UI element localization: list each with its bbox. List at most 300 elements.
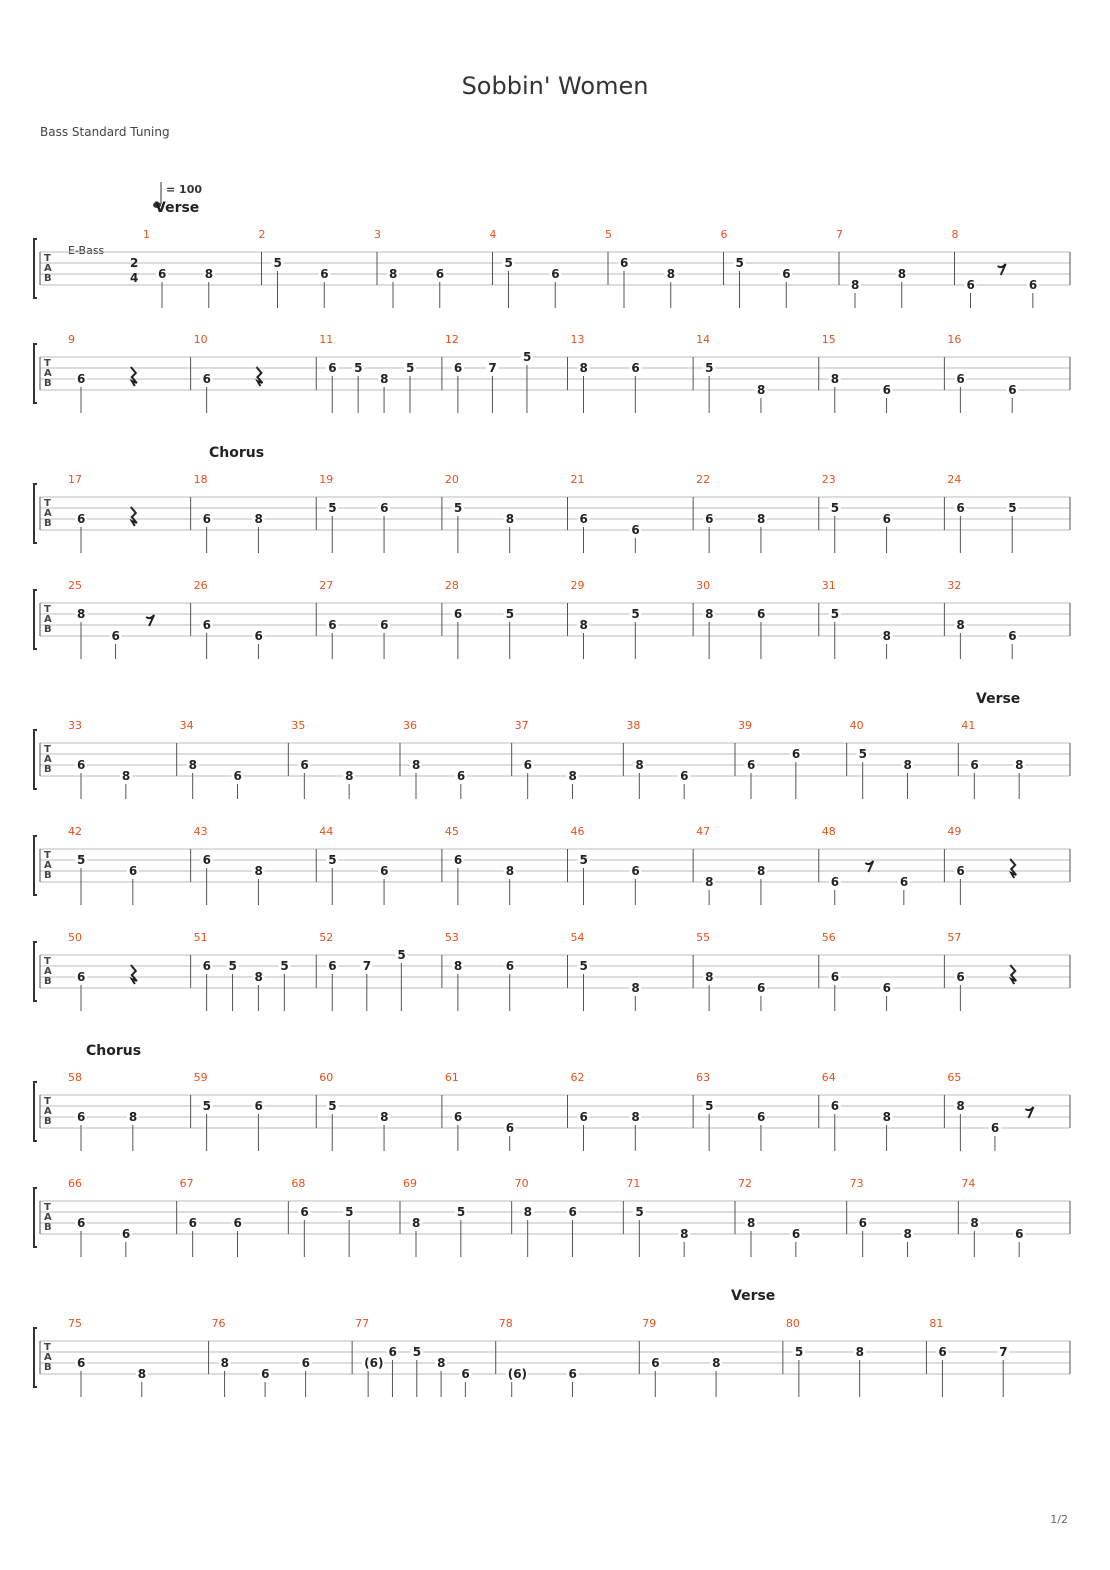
measure-number: 23 bbox=[821, 473, 836, 486]
measure-number: 24 bbox=[947, 473, 962, 486]
section-label: Verse bbox=[731, 1288, 776, 1304]
fret-number: 6 bbox=[505, 959, 515, 973]
section-label: Verse bbox=[155, 200, 200, 216]
tab-clef-letter: T bbox=[44, 1202, 51, 1213]
tab-clef-letter: T bbox=[44, 956, 51, 967]
fret-number: 8 bbox=[903, 758, 912, 772]
song-title: Sobbin' Women bbox=[461, 72, 649, 100]
tab-clef-letter: A bbox=[44, 966, 52, 977]
tab-clef-letter: B bbox=[44, 1222, 52, 1233]
fret-number: 5 bbox=[328, 1099, 337, 1113]
fret-number: 5 bbox=[202, 1099, 211, 1113]
measure-number: 33 bbox=[68, 719, 82, 732]
measure-number: 6 bbox=[720, 228, 728, 241]
system-bracket bbox=[34, 484, 37, 543]
eighth-rest bbox=[146, 615, 154, 626]
measure-number: 52 bbox=[319, 931, 334, 944]
fret-number: 6 bbox=[705, 512, 714, 526]
tuning-label: Bass Standard Tuning bbox=[40, 125, 170, 139]
fret-number: 6 bbox=[1008, 383, 1017, 397]
system-bracket bbox=[34, 590, 37, 649]
instrument-name: E-Bass bbox=[68, 244, 105, 257]
fret-number: 5 bbox=[705, 361, 714, 375]
fret-number: 8 bbox=[830, 372, 840, 386]
fret-number: 5 bbox=[830, 607, 840, 621]
measure-number: 18 bbox=[193, 473, 208, 486]
fret-number: 5 bbox=[579, 853, 588, 867]
fret-number: 8 bbox=[631, 981, 640, 995]
fret-number: 6 bbox=[1015, 1227, 1024, 1241]
measure-number: 45 bbox=[444, 825, 459, 838]
fret-number: 6 bbox=[328, 361, 337, 375]
tab-clef-letter: A bbox=[44, 368, 52, 379]
fret-number: 5 bbox=[705, 1099, 714, 1113]
measure-number: 38 bbox=[626, 719, 641, 732]
fret-number: 6 bbox=[651, 1356, 660, 1370]
fret-number: 6 bbox=[300, 758, 309, 772]
fret-number: 8 bbox=[882, 1110, 891, 1124]
measure-number: 72 bbox=[738, 1177, 752, 1190]
fret-number: 8 bbox=[389, 267, 398, 281]
measure-number: 63 bbox=[696, 1071, 711, 1084]
measure-number: 75 bbox=[68, 1317, 82, 1330]
fret-number: 8 bbox=[579, 618, 588, 632]
fret-number: 6 bbox=[620, 256, 629, 270]
fret-number: 6 bbox=[461, 1367, 470, 1381]
fret-number: 5 bbox=[328, 853, 337, 867]
measure-number: 51 bbox=[193, 931, 208, 944]
fret-number: 6 bbox=[233, 769, 242, 783]
fret-number: 5 bbox=[412, 1345, 422, 1359]
measure-number: 65 bbox=[947, 1071, 962, 1084]
measure-number: 25 bbox=[68, 579, 82, 592]
fret-number: 5 bbox=[505, 607, 515, 621]
measure-number: 12 bbox=[444, 333, 459, 346]
system-bracket bbox=[34, 730, 37, 789]
fret-number: 8 bbox=[970, 1216, 979, 1230]
fret-number: 6 bbox=[830, 970, 840, 984]
system-bracket bbox=[34, 1188, 37, 1247]
fret-number: 8 bbox=[254, 970, 263, 984]
tab-clef-letter: T bbox=[44, 358, 51, 369]
fret-number: 6 bbox=[1008, 629, 1017, 643]
tab-clef-letter: B bbox=[44, 764, 52, 775]
fret-number: 8 bbox=[631, 1110, 640, 1124]
measure-number: 32 bbox=[947, 579, 962, 592]
fret-number: 6 bbox=[128, 864, 138, 878]
measure-number: 59 bbox=[193, 1071, 208, 1084]
measure-number: 39 bbox=[738, 719, 752, 732]
fret-number: 6 bbox=[202, 618, 211, 632]
fret-number: 7 bbox=[488, 361, 497, 375]
fret-number: 6 bbox=[77, 970, 86, 984]
measure-number: 10 bbox=[193, 333, 208, 346]
fret-number: 5 bbox=[280, 959, 289, 973]
fret-number: 8 bbox=[851, 278, 860, 292]
time-signature-top: 2 bbox=[130, 256, 139, 270]
fret-number: 6 bbox=[233, 1216, 242, 1230]
measure-number: 9 bbox=[68, 333, 75, 346]
fret-number: 5 bbox=[345, 1205, 354, 1219]
fret-number: 5 bbox=[830, 501, 840, 515]
quarter-rest bbox=[256, 367, 262, 386]
measure-number: 19 bbox=[319, 473, 334, 486]
measure-number: 40 bbox=[849, 719, 864, 732]
fret-number: 8 bbox=[188, 758, 198, 772]
fret-number: 5 bbox=[453, 501, 463, 515]
fret-number: 6 bbox=[523, 758, 533, 772]
fret-number: 6 bbox=[505, 1121, 515, 1135]
tab-clef-letter: A bbox=[44, 1106, 52, 1117]
tab-clef-letter: A bbox=[44, 508, 52, 519]
system-bracket bbox=[34, 836, 37, 895]
fret-number: 6 bbox=[956, 372, 965, 386]
fret-number: 6 bbox=[77, 512, 86, 526]
fret-number: 5 bbox=[858, 747, 868, 761]
fret-number: 6 bbox=[579, 1110, 588, 1124]
eighth-rest bbox=[1025, 1107, 1033, 1118]
fret-number: 8 bbox=[635, 758, 644, 772]
fret-number: 8 bbox=[705, 970, 714, 984]
measure-number: 78 bbox=[498, 1317, 513, 1330]
fret-number: 6 bbox=[568, 1205, 577, 1219]
fret-number: 6 bbox=[899, 875, 909, 889]
measure-number: 26 bbox=[193, 579, 208, 592]
fret-number: 6 bbox=[380, 618, 389, 632]
tab-clef-letter: T bbox=[44, 1342, 51, 1353]
measure-number: 57 bbox=[947, 931, 962, 944]
fret-number: (6) bbox=[364, 1356, 384, 1370]
measure-number: 69 bbox=[403, 1177, 417, 1190]
measure-number: 44 bbox=[319, 825, 334, 838]
measure-number: 81 bbox=[929, 1317, 944, 1330]
fret-number: 5 bbox=[1008, 501, 1017, 515]
measure-number: 20 bbox=[444, 473, 459, 486]
fret-number: 6 bbox=[882, 512, 891, 526]
fret-number: 6 bbox=[77, 1110, 86, 1124]
measure-number: 21 bbox=[570, 473, 585, 486]
fret-number: 8 bbox=[254, 864, 263, 878]
fret-number: 6 bbox=[970, 758, 979, 772]
fret-number: 6 bbox=[830, 875, 840, 889]
fret-number: 6 bbox=[631, 523, 640, 537]
fret-number: 6 bbox=[858, 1216, 868, 1230]
fret-number: 6 bbox=[938, 1345, 947, 1359]
fret-number: 6 bbox=[254, 629, 263, 643]
fret-number: 8 bbox=[1015, 758, 1024, 772]
measure-number: 7 bbox=[836, 228, 843, 241]
fret-number: 8 bbox=[956, 1099, 965, 1113]
fret-number: 5 bbox=[579, 959, 588, 973]
measure-number: 28 bbox=[444, 579, 459, 592]
measure-number: 47 bbox=[696, 825, 711, 838]
fret-number: 8 bbox=[747, 1216, 756, 1230]
tab-clef-letter: B bbox=[44, 1362, 52, 1373]
measure-number: 46 bbox=[570, 825, 585, 838]
system-bracket bbox=[34, 1328, 37, 1387]
measure-number: 3 bbox=[374, 228, 381, 241]
measure-number: 61 bbox=[444, 1071, 459, 1084]
measure-number: 41 bbox=[961, 719, 976, 732]
measure-number: 34 bbox=[179, 719, 194, 732]
measure-number: 53 bbox=[444, 931, 459, 944]
fret-number: 6 bbox=[77, 758, 86, 772]
fret-number: 5 bbox=[273, 256, 282, 270]
measure-number: 54 bbox=[570, 931, 585, 944]
measure-number: 29 bbox=[570, 579, 585, 592]
measure-number: 58 bbox=[68, 1071, 82, 1084]
measure-number: 64 bbox=[821, 1071, 836, 1084]
measure-number: 4 bbox=[489, 228, 497, 241]
fret-number: 5 bbox=[354, 361, 363, 375]
fret-number: 6 bbox=[956, 501, 965, 515]
tab-clef-letter: A bbox=[44, 1352, 52, 1363]
fret-number: 6 bbox=[756, 607, 766, 621]
tab-clef-letter: A bbox=[44, 614, 52, 625]
measure-number: 60 bbox=[319, 1071, 334, 1084]
system-bracket bbox=[34, 239, 37, 298]
fret-number: 6 bbox=[756, 1110, 766, 1124]
fret-number: 6 bbox=[456, 769, 466, 783]
fret-number: 6 bbox=[680, 769, 689, 783]
fret-number: 6 bbox=[453, 1110, 463, 1124]
quarter-rest bbox=[131, 965, 137, 984]
measure-number: 55 bbox=[696, 931, 711, 944]
fret-number: 6 bbox=[551, 267, 560, 281]
fret-number: 6 bbox=[380, 864, 389, 878]
quarter-rest bbox=[1010, 965, 1016, 984]
fret-number: 6 bbox=[453, 853, 463, 867]
eighth-rest bbox=[998, 264, 1006, 275]
fret-number: 6 bbox=[111, 629, 120, 643]
system-bracket bbox=[34, 1082, 37, 1141]
fret-number: 8 bbox=[882, 629, 891, 643]
fret-number: 5 bbox=[635, 1205, 644, 1219]
tab-clef-letter: T bbox=[44, 253, 51, 264]
fret-number: 6 bbox=[882, 981, 891, 995]
measure-number: 35 bbox=[291, 719, 306, 732]
time-signature-bottom: 4 bbox=[130, 271, 139, 285]
fret-number: 8 bbox=[579, 361, 588, 375]
measure-number: 13 bbox=[570, 333, 585, 346]
fret-number: 8 bbox=[121, 769, 131, 783]
fret-number: 8 bbox=[956, 618, 965, 632]
tab-clef-letter: T bbox=[44, 850, 51, 861]
fret-number: 8 bbox=[453, 959, 463, 973]
section-label: Chorus bbox=[86, 1043, 142, 1059]
measure-number: 77 bbox=[355, 1317, 370, 1330]
measure-number: 66 bbox=[68, 1177, 82, 1190]
fret-number: 6 bbox=[791, 1227, 801, 1241]
fret-number: 6 bbox=[782, 267, 791, 281]
fret-number: 8 bbox=[204, 267, 214, 281]
measure-number: 1 bbox=[143, 228, 150, 241]
measure-number: 27 bbox=[319, 579, 334, 592]
fret-number: 8 bbox=[437, 1356, 446, 1370]
fret-number: 6 bbox=[77, 1216, 86, 1230]
measure-number: 14 bbox=[696, 333, 711, 346]
tab-clef-letter: T bbox=[44, 744, 51, 755]
fret-number: 6 bbox=[956, 864, 965, 878]
fret-number: 6 bbox=[202, 853, 211, 867]
fret-number: 6 bbox=[631, 864, 640, 878]
fret-number: 6 bbox=[990, 1121, 1000, 1135]
tab-clef-letter: A bbox=[44, 860, 52, 871]
measure-number: 68 bbox=[291, 1177, 306, 1190]
fret-number: 6 bbox=[328, 618, 337, 632]
measure-number: 62 bbox=[570, 1071, 585, 1084]
measure-number: 42 bbox=[68, 825, 82, 838]
fret-number: 6 bbox=[579, 512, 588, 526]
measure-number: 37 bbox=[514, 719, 529, 732]
eighth-rest bbox=[865, 861, 873, 872]
measure-number: 50 bbox=[68, 931, 82, 944]
quarter-rest bbox=[1010, 859, 1016, 878]
fret-number: 6 bbox=[830, 1099, 840, 1113]
tab-clef-letter: B bbox=[44, 273, 52, 284]
fret-number: 8 bbox=[505, 512, 515, 526]
fret-number: 5 bbox=[522, 350, 532, 364]
fret-number: 8 bbox=[705, 875, 714, 889]
measure-number: 17 bbox=[68, 473, 82, 486]
fret-number: 6 bbox=[791, 747, 801, 761]
fret-number: 8 bbox=[254, 512, 263, 526]
page-number: 1/2 bbox=[1050, 1513, 1068, 1526]
fret-number: 8 bbox=[705, 607, 714, 621]
tab-clef-letter: A bbox=[44, 263, 52, 274]
section-label: Verse bbox=[976, 691, 1021, 707]
tab-clef-letter: B bbox=[44, 976, 52, 987]
fret-number: 6 bbox=[202, 959, 211, 973]
fret-number: 6 bbox=[254, 1099, 263, 1113]
measure-number: 56 bbox=[821, 931, 836, 944]
fret-number: 8 bbox=[77, 607, 86, 621]
system-bracket bbox=[34, 344, 37, 403]
tempo-marking: = 100 bbox=[166, 183, 203, 196]
fret-number: 6 bbox=[77, 1356, 86, 1370]
tab-clef-letter: T bbox=[44, 1096, 51, 1107]
tab-clef-letter: B bbox=[44, 518, 52, 529]
measure-number: 76 bbox=[211, 1317, 226, 1330]
fret-number: 6 bbox=[453, 361, 463, 375]
fret-number: 6 bbox=[188, 1216, 198, 1230]
measure-number: 15 bbox=[821, 333, 836, 346]
fret-number: 6 bbox=[202, 372, 211, 386]
fret-number: 5 bbox=[228, 959, 237, 973]
fret-number: 6 bbox=[121, 1227, 131, 1241]
fret-number: (6) bbox=[507, 1367, 528, 1381]
fret-number: 5 bbox=[77, 853, 86, 867]
tab-clef-letter: B bbox=[44, 1116, 52, 1127]
fret-number: 5 bbox=[456, 1205, 466, 1219]
fret-number: 6 bbox=[301, 1356, 310, 1370]
tab-clef-letter: T bbox=[44, 498, 51, 509]
fret-number: 8 bbox=[897, 267, 907, 281]
fret-number: 8 bbox=[680, 1227, 689, 1241]
measure-number: 5 bbox=[605, 228, 612, 241]
measure-number: 22 bbox=[696, 473, 711, 486]
fret-number: 6 bbox=[158, 267, 167, 281]
measure-number: 74 bbox=[961, 1177, 976, 1190]
fret-number: 6 bbox=[453, 607, 463, 621]
fret-number: 6 bbox=[956, 970, 965, 984]
fret-number: 8 bbox=[345, 769, 354, 783]
fret-number: 8 bbox=[128, 1110, 138, 1124]
measure-number: 80 bbox=[785, 1317, 800, 1330]
fret-number: 5 bbox=[504, 256, 513, 270]
tab-clef-letter: T bbox=[44, 604, 51, 615]
fret-number: 8 bbox=[903, 1227, 912, 1241]
fret-number: 6 bbox=[202, 512, 211, 526]
quarter-rest bbox=[131, 507, 137, 526]
measure-number: 16 bbox=[947, 333, 962, 346]
fret-number: 8 bbox=[756, 512, 766, 526]
fret-number: 6 bbox=[756, 981, 766, 995]
fret-number: 5 bbox=[631, 607, 640, 621]
fret-number: 8 bbox=[855, 1345, 865, 1359]
tab-clef-letter: B bbox=[44, 870, 52, 881]
fret-number: 6 bbox=[435, 267, 445, 281]
fret-number: 6 bbox=[1028, 278, 1038, 292]
quarter-rest bbox=[131, 367, 137, 386]
tab-clef-letter: B bbox=[44, 624, 52, 635]
fret-number: 5 bbox=[405, 361, 415, 375]
fret-number: 6 bbox=[882, 383, 891, 397]
fret-number: 8 bbox=[220, 1356, 229, 1370]
system-bracket bbox=[34, 942, 37, 1001]
measure-number: 67 bbox=[179, 1177, 194, 1190]
measure-number: 73 bbox=[849, 1177, 864, 1190]
measure-number: 79 bbox=[642, 1317, 657, 1330]
fret-number: 8 bbox=[412, 758, 421, 772]
measure-number: 31 bbox=[821, 579, 836, 592]
fret-number: 8 bbox=[137, 1367, 147, 1381]
fret-number: 5 bbox=[735, 256, 744, 270]
measure-number: 71 bbox=[626, 1177, 641, 1190]
tab-clef-letter: A bbox=[44, 1212, 52, 1223]
section-label: Chorus bbox=[209, 445, 265, 461]
fret-number: 6 bbox=[380, 501, 389, 515]
fret-number: 5 bbox=[328, 501, 337, 515]
fret-number: 6 bbox=[747, 758, 756, 772]
fret-number: 8 bbox=[523, 1205, 533, 1219]
fret-number: 6 bbox=[568, 1367, 577, 1381]
fret-number: 6 bbox=[261, 1367, 270, 1381]
fret-number: 6 bbox=[388, 1345, 397, 1359]
fret-number: 8 bbox=[412, 1216, 421, 1230]
fret-number: 6 bbox=[631, 361, 640, 375]
fret-number: 6 bbox=[966, 278, 975, 292]
fret-number: 8 bbox=[712, 1356, 721, 1370]
fret-number: 5 bbox=[397, 948, 406, 962]
fret-number: 5 bbox=[794, 1345, 804, 1359]
measure-number: 11 bbox=[319, 333, 334, 346]
measure-number: 2 bbox=[258, 228, 266, 241]
tab-clef-letter: B bbox=[44, 378, 52, 389]
tab-clef-letter: A bbox=[44, 754, 52, 765]
measure-number: 43 bbox=[193, 825, 208, 838]
measure-number: 49 bbox=[947, 825, 962, 838]
fret-number: 8 bbox=[505, 864, 515, 878]
fret-number: 8 bbox=[666, 267, 676, 281]
fret-number: 8 bbox=[756, 864, 766, 878]
fret-number: 6 bbox=[320, 267, 329, 281]
fret-number: 6 bbox=[300, 1205, 309, 1219]
fret-number: 6 bbox=[328, 959, 337, 973]
measure-number: 48 bbox=[821, 825, 836, 838]
fret-number: 8 bbox=[380, 372, 389, 386]
fret-number: 8 bbox=[756, 383, 766, 397]
